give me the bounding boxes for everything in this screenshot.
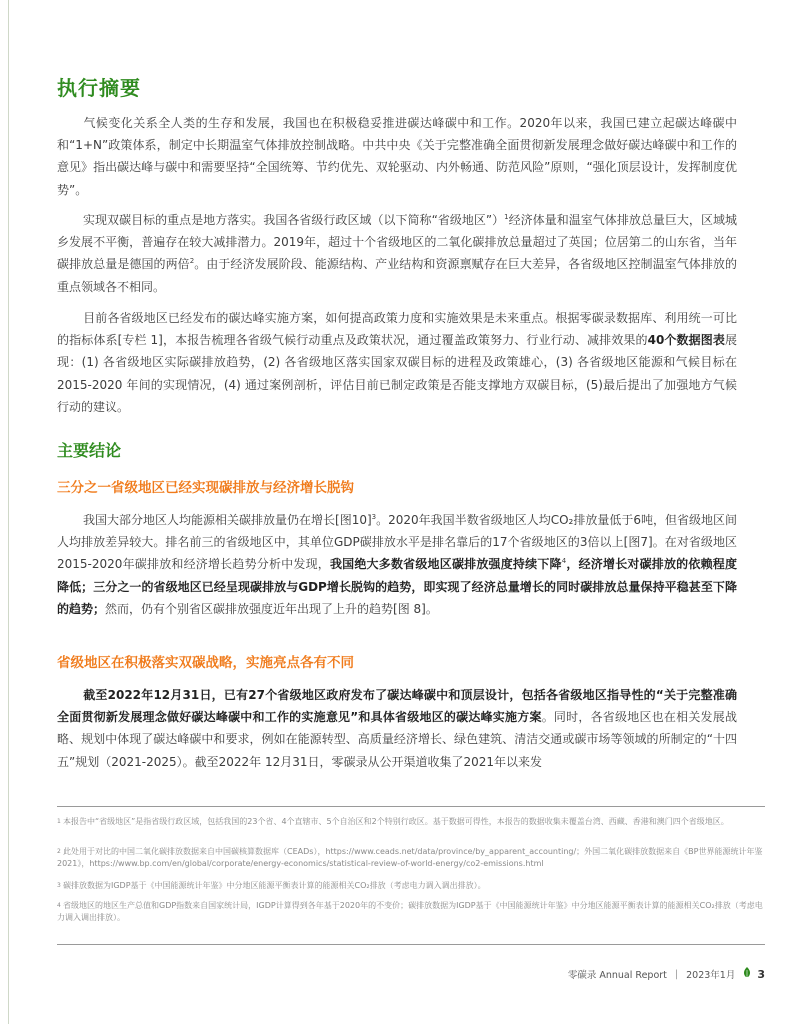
section-heading-conclusions: 主要结论: [57, 441, 122, 460]
page-title: 执行摘要: [57, 76, 141, 100]
leaf-icon: [743, 967, 751, 981]
footer-brand: 零碳录 Annual Report: [567, 970, 667, 981]
intro-paragraph-3: 目前各省级地区已经发布的碳达峰实施方案，如何提高政策力度和实施效果是未来重点。根据零碳录数据库、利用统一可比的指标体系[专栏 1]，本报告梳理各省级气候行动重点及政策状况，通过覆盖政策努力、行业行动、减排效果的40个数据图表展现：(1) 各省级地区实际碳排放趋势，(2) 各省级地区落实国家双碳目标的进程及政策雄心，(3) 各省级地区能源和气候目标在 2015-2020 年间的实现情况，(4) 通过案例剖析，评估目前已制定政策是否能支撑地方双碳目标，(5)最后提出了加强地方气候行动的建议。: [57, 311, 738, 414]
footnote-text: 此处用于对比的中国二氧化碳排放数据来自中国碳核算数据库（CEADs），https://www.ceads.net/data/province/by_apparent_accounting/；外国二氧化碳排放数据来自《BP世界能源统计年鉴2021》，https://www.bp.com/en/global/corporate/energy-economics/statistical-review-of-world-energy/co2-emissions.html: [57, 847, 763, 868]
footnote-text: 本报告中“省级地区”是指省级行政区域，包括我国的23个省、4个直辖市、5个自治区和2个特别行政区。基于数据可得性，本报告的数据收集未覆盖台湾、西藏、香港和澳门四个省级地区。: [63, 817, 729, 826]
footnote-ref-1[interactable]: 1: [504, 213, 509, 221]
intro-paragraph-2: 实现双碳目标的重点是地方落实。我国各省级行政区域（以下简称“省级地区”）$^1$经济体量和温室气体排放总量巨大，区域城乡发展不平衡，普遍存在较大减排潜力。2019年，超过十个省级地区的二氧化碳排放总量超过了英国；位居第二的山东省，当年碳排放总量是德国的两倍$^2$。由于经济发展阶段、能源结构、产业结构和资源禀赋存在巨大差异，各省级地区控制温室气体排放的重点领域各不相同。: [57, 213, 737, 294]
page-footer: [568, 967, 765, 981]
footnote-ref-4[interactable]: 4: [561, 557, 567, 566]
decoupling-paragraph: 我国大部分地区人均能源相关碳排放量仍在增长[图10]$^3$。2020年我国半数省级地区人均CO₂排放量低于6吨，但省级地区间人均排放差异较大。排名前三的省级地区中，其单位GDP碳排放水平是排名靠后的17个省级地区的3倍以上[图7]。在对省级地区2015-2020年碳排放和经济增长趋势分析中发现，我国绝大多数省级地区碳排放强度持续下降$^4$，经济增长对碳排放的依赖程度降低；三分之一的省级地区已经呈现碳排放与GDP增长脱钩的趋势，即实现了经济总量增长的同时碳排放总量保持平稳甚至下降的趋势；然而，仍有个别省区碳排放强度近年出现了上升的趋势[图 8]。: [57, 513, 737, 616]
footnote-3: [57, 880, 765, 892]
subsection-heading-decoupling: 三分之一省级地区已经实现碳排放与经济增长脱钩: [57, 480, 354, 496]
page-edge-line: [8, 0, 9, 1024]
footnote-number: 4: [57, 902, 61, 909]
subsection-heading-implementation: 省级地区在积极落实双碳战略，实施亮点各有不同: [57, 655, 354, 671]
footer-divider: [57, 944, 765, 945]
intro-paragraph-1: 气候变化关系全人类的生存和发展，我国也在积极稳妥推进碳达峰碳中和工作。2020年以来，我国已建立起碳达峰碳中和“1+N”政策体系，制定中长期温室气体排放控制战略。中共中央《关于完整准确全面贯彻新发展理念做好碳达峰碳中和工作的意见》指出碳达峰与碳中和需要坚持“全国统筹、节约优先、双轮驱动、内外畅通、防范风险”原则，“强化顶层设计，发挥制度优势”。: [57, 116, 737, 197]
implementation-paragraph: 截至2022年12月31日，已有27个省级地区政府发布了碳达峰碳中和顶层设计，包括各省级地区指导性的“关于完整准确全面贯彻新发展理念做好碳达峰碳中和工作的实施意见”和具体省级地区的碳达峰实施方案。同时，各省级地区也在相关发展战略、规划中体现了碳达峰碳中和要求，例如在能源转型、高质量经济增长、绿色建筑、清洁交通或碳市场等领域的所制定的“十四五”规划（2021-2025）。截至2022年 12月31日，零碳录从公开渠道收集了2021年以来发: [57, 688, 737, 769]
footer-separator: |: [674, 968, 679, 980]
footnote-text: 省级地区的地区生产总值和GDP指数来自国家统计局，IGDP计算得到各年基于2020年的不变价；碳排放数据为IGDP基于《中国能源统计年鉴》中分地区能源平衡表计算的能源相关CO₂排放（考虑电力调入调出排放）。: [57, 901, 763, 922]
footnote-2: [57, 846, 765, 870]
key-finding-decoupling: ，经济增长对碳排放的依赖程度降低；三分之一的省级地区已经呈现碳排放与GDP增长脱钩的趋势，即实现了经济总量增长的同时碳排放总量保持平稳甚至下降的趋势；: [57, 557, 737, 616]
page-number: 3: [757, 967, 765, 981]
footnote-text: 碳排放数据为IGDP基于《中国能源统计年鉴》中分地区能源平衡表计算的能源相关CO₂排放（考虑电力调入调出排放）。: [63, 881, 486, 890]
key-finding-27-provinces: 截至2022年12月31日，已有27个省级地区政府发布了碳达峰碳中和顶层设计，包括各省级地区指导性的“关于完整准确全面贯彻新发展理念做好碳达峰碳中和工作的实施意见”和具体省级地区的碳达峰实施方案: [57, 688, 737, 725]
footnote-ref-2[interactable]: 2: [189, 257, 195, 266]
footnote-4: [57, 900, 765, 924]
footnote-number: 1: [57, 818, 61, 825]
footnote-ref-3[interactable]: 3: [371, 513, 377, 521]
footnote-divider: [57, 806, 765, 807]
footnote-1: [57, 816, 765, 828]
footnote-number: 3: [57, 882, 61, 889]
footer-date: 2023年1月: [686, 970, 736, 981]
footnote-number: 2: [57, 848, 61, 855]
highlight-40-charts: 40个数据图表: [647, 333, 725, 348]
key-finding-intensity: 我国绝大多数省级地区碳排放强度持续下降: [329, 557, 562, 572]
